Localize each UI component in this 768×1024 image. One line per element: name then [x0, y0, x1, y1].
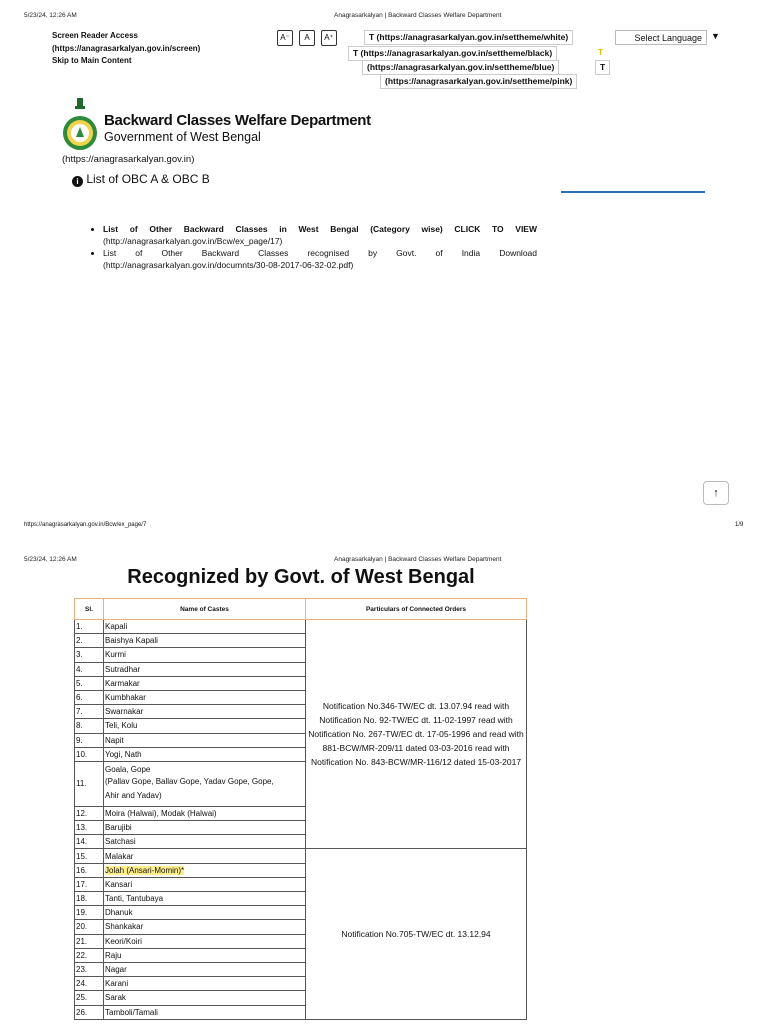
- cell-caste-name: [104, 620, 306, 634]
- screen-reader-label: Screen Reader Access: [52, 31, 138, 40]
- caste-name: Jolah (Ansari-Momin)*: [105, 865, 185, 875]
- theme-pink-link[interactable]: (https://anagrasarkalyan.gov.in/settheme/pink): [380, 74, 577, 89]
- footer-url: https://anagrasarkalyan.gov.in/Bcw/ex_page/7: [24, 522, 147, 528]
- arrow-up-icon: ↑: [713, 487, 719, 499]
- divider-line: [561, 191, 705, 193]
- cell-caste-name: [104, 747, 306, 761]
- caste-name: Baishya Kapali: [105, 636, 158, 646]
- print-page-title-2: Anagrasarkalyan | Backward Classes Welfare Department: [334, 556, 502, 563]
- caste-name: Dhanuk: [105, 908, 133, 918]
- department-subtitle: Government of West Bengal: [104, 130, 261, 144]
- obc-india-url[interactable]: (http://anagrasarkalyan.gov.in/documnts/30-08-2017-06-32-02.pdf): [103, 259, 354, 270]
- cell-sl: 16.: [75, 863, 104, 877]
- cell-sl: 14.: [75, 835, 104, 849]
- cell-caste-name: [104, 991, 306, 1005]
- cell-sl: 25.: [75, 991, 104, 1005]
- cell-caste-name: [104, 849, 306, 863]
- cell-sl: 17.: [75, 877, 104, 891]
- caste-name: Nagar: [105, 965, 127, 975]
- caste-name: Karani: [105, 979, 129, 989]
- theme-blue-link[interactable]: (https://anagrasarkalyan.gov.in/settheme/blue): [362, 60, 559, 75]
- info-icon: i: [72, 176, 83, 187]
- skip-to-main-link[interactable]: Skip to Main Content: [52, 56, 132, 65]
- cell-caste-name: [104, 648, 306, 662]
- cell-caste-name: [104, 1005, 306, 1019]
- table-row: [75, 620, 527, 634]
- list-item[interactable]: [103, 248, 537, 271]
- cell-sl: 24.: [75, 977, 104, 991]
- cell-caste-name: [104, 676, 306, 690]
- cell-orders-group-2: Notification No.705-TW/EC dt. 13.12.94: [306, 849, 527, 1019]
- caste-name: Karmakar: [105, 678, 140, 688]
- font-decrease-button[interactable]: A⁻: [277, 30, 293, 46]
- font-increase-button[interactable]: A⁺: [321, 30, 337, 46]
- cell-sl: 11.: [75, 761, 104, 806]
- caste-name: Kumbhakar: [105, 693, 146, 703]
- caste-name: Goala, Gope: [105, 765, 151, 775]
- screen-reader-link[interactable]: [52, 30, 200, 68]
- cell-caste-name: [104, 892, 306, 906]
- caste-name: Sutradhar: [105, 664, 141, 674]
- cell-sl: 12.: [75, 806, 104, 820]
- obc-category-url[interactable]: (http://anagrasarkalyan.gov.in/Bcw/ex_page/17): [103, 235, 283, 246]
- theme-black-link[interactable]: T (https://anagrasarkalyan.gov.in/settheme/black): [348, 46, 557, 61]
- cell-sl: 7.: [75, 705, 104, 719]
- cell-caste-name: [104, 977, 306, 991]
- cell-sl: 6.: [75, 690, 104, 704]
- caste-name: Keori/Koiri: [105, 936, 142, 946]
- cell-sl: 9.: [75, 733, 104, 747]
- print-page-title: Anagrasarkalyan | Backward Classes Welfare Department: [334, 12, 502, 19]
- cell-caste-name: [104, 806, 306, 820]
- cell-caste-name: [104, 877, 306, 891]
- home-link[interactable]: (https://anagrasarkalyan.gov.in): [62, 154, 195, 165]
- caste-name: Kurmi: [105, 650, 126, 660]
- section-title-text: List of OBC A & OBC B: [86, 172, 210, 186]
- cell-sl: 23.: [75, 962, 104, 976]
- cell-sl: 2.: [75, 634, 104, 648]
- cell-sl: 8.: [75, 719, 104, 733]
- cell-sl: 1.: [75, 620, 104, 634]
- cell-caste-name: [104, 934, 306, 948]
- theme-blue-prefix[interactable]: T: [595, 60, 610, 75]
- language-select[interactable]: Select Language: [615, 30, 707, 45]
- caste-name: Shankakar: [105, 922, 144, 932]
- theme-yellow-link[interactable]: T: [594, 46, 607, 59]
- cell-caste-name: [104, 761, 306, 806]
- page-heading: Recognized by Govt. of West Bengal: [127, 566, 475, 588]
- cell-sl: 3.: [75, 648, 104, 662]
- cell-caste-name: [104, 920, 306, 934]
- table-row: [75, 849, 527, 863]
- print-timestamp-2: 5/23/24, 12:26 AM: [24, 556, 77, 563]
- cell-sl: 26.: [75, 1005, 104, 1019]
- cell-caste-name: [104, 962, 306, 976]
- list-item[interactable]: [103, 224, 537, 247]
- caste-subgroups: (Pallav Gope, Ballav Gope, Yadav Gope, Gope, Ahir and Yadav): [105, 777, 274, 801]
- cell-sl: 22.: [75, 948, 104, 962]
- section-title: [72, 172, 210, 187]
- cell-sl: 21.: [75, 934, 104, 948]
- scroll-to-top-button[interactable]: [703, 481, 729, 505]
- cell-sl: 19.: [75, 906, 104, 920]
- caste-name: Raju: [105, 950, 122, 960]
- cell-caste-name: [104, 705, 306, 719]
- cell-caste-name: [104, 733, 306, 747]
- cell-caste-name: [104, 948, 306, 962]
- cell-caste-name: [104, 821, 306, 835]
- cell-orders-group-1: Notification No.346-TW/EC dt. 13.07.94 read with Notification No. 92-TW/EC dt. 11-02-1997 read with Notification No. 267-TW/EC dt. 17-05-1996 and read with 881-BCW/MR-209/11 dated 03-03-2016 read with Notification No. 843-BCW/MR-116/12 dated 15-03-2017: [306, 620, 527, 849]
- caste-name: Satchasi: [105, 837, 136, 847]
- cell-sl: 13.: [75, 821, 104, 835]
- chevron-down-icon[interactable]: ▼: [711, 31, 720, 41]
- caste-name: Napit: [105, 735, 124, 745]
- cell-sl: 18.: [75, 892, 104, 906]
- cell-caste-name: [104, 662, 306, 676]
- caste-name: Kapali: [105, 622, 128, 632]
- cell-sl: 10.: [75, 747, 104, 761]
- cell-sl: 20.: [75, 920, 104, 934]
- column-header-name: Name of Castes: [104, 599, 306, 620]
- table-header-row: [75, 599, 527, 620]
- caste-name: Teli, Kolu: [105, 721, 138, 731]
- cell-caste-name: [104, 719, 306, 733]
- font-reset-button[interactable]: A: [299, 30, 315, 46]
- cell-caste-name: [104, 634, 306, 648]
- caste-name: Tanti, Tantubaya: [105, 894, 164, 904]
- cell-caste-name: [104, 835, 306, 849]
- caste-name: Kansari: [105, 879, 133, 889]
- cell-sl: 5.: [75, 676, 104, 690]
- print-timestamp: 5/23/24, 12:26 AM: [24, 12, 77, 19]
- caste-name: Swarnakar: [105, 707, 144, 717]
- column-header-sl: Sl.: [75, 599, 104, 620]
- obc-category-link[interactable]: List of Other Backward Classes in West Bengal (Category wise) CLICK TO VIEW: [103, 224, 537, 234]
- obc-india-link[interactable]: List of Other Backward Classes recognised by Govt. of India Download: [103, 248, 537, 258]
- cell-caste-name: [104, 906, 306, 920]
- cell-sl: 15.: [75, 849, 104, 863]
- theme-white-link[interactable]: T (https://anagrasarkalyan.gov.in/settheme/white): [364, 30, 573, 45]
- cell-sl: 4.: [75, 662, 104, 676]
- department-title: Backward Classes Welfare Department: [104, 112, 371, 129]
- column-header-orders: Particulars of Connected Orders: [306, 599, 527, 620]
- caste-name: Malakar: [105, 851, 134, 861]
- caste-name: Tamboli/Tamali: [105, 1007, 158, 1017]
- screen-reader-url: (https://anagrasarkalyan.gov.in/screen): [52, 43, 201, 53]
- footer-page-number: 1/9: [735, 522, 744, 528]
- castes-table: [74, 598, 527, 1020]
- caste-name: Moira (Halwai), Modak (Halwai): [105, 808, 217, 818]
- caste-name: Sarak: [105, 993, 126, 1003]
- caste-name: Barujibi: [105, 823, 132, 833]
- emblem-icon: [60, 96, 100, 156]
- cell-caste-name: [104, 863, 306, 877]
- caste-name: Yogi, Nath: [105, 749, 142, 759]
- cell-caste-name: [104, 690, 306, 704]
- west-bengal-emblem: [60, 96, 100, 156]
- obc-documents-list: [92, 224, 537, 272]
